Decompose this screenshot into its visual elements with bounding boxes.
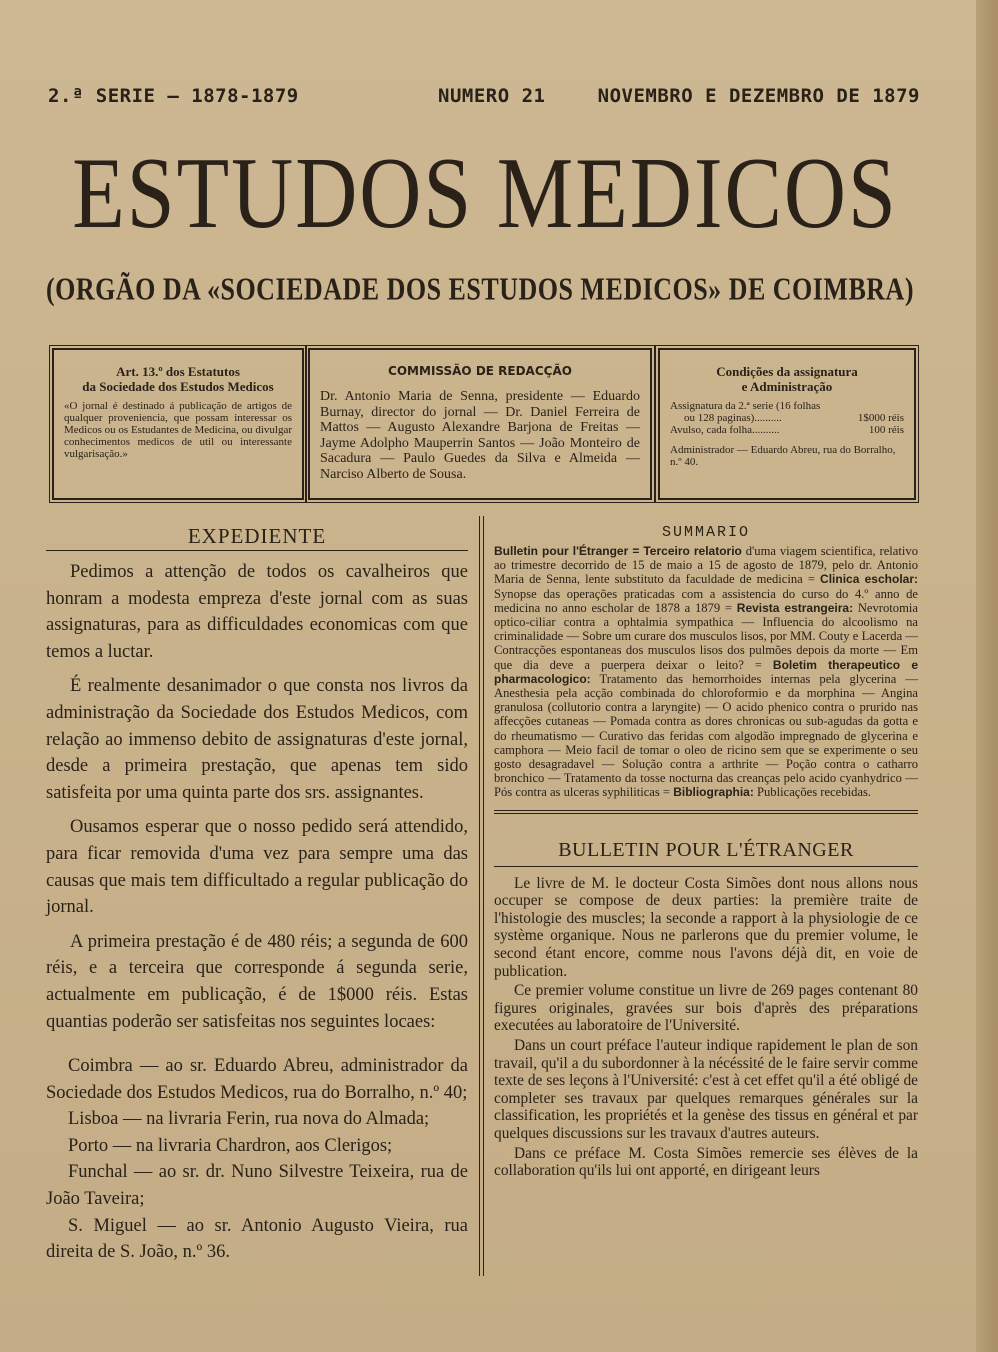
statutes-heading <box>64 364 292 394</box>
conditions-box <box>658 348 916 500</box>
bulletin-body <box>494 875 918 1180</box>
price-line-1a <box>670 400 904 412</box>
expediente-paragraph: É realmente desanimador o que consta nos livros da administração da Sociedade dos Estudos Medicos, com relação ao immenso debito de assignaturas d'este jornal, desde a primeira prestação, que apenas tem sido satisfeita por uma quinta parte dos srs. assignantes. <box>46 676 468 803</box>
bulletin-paragraph: Dans un court préface l'auteur indique rapidement le plan de son travail, qu'il a du subordonner à la nécéssité de le faire servir comme texte de ses leçons à l'Université: c'est à cet effet qu'il a été obligé de completer ses travaux par quelques remarques générales sur la classification, les propriétés et la genèse des tissus en général et par quelques discussions sur les travaux d'autres auteurs. <box>494 1037 918 1142</box>
summario-text <box>494 544 918 800</box>
expediente-paragraph: A primeira prestação é de 480 réis; a segunda de 600 réis, e a terceira que corresponde á segunda serie, actualmente em publicação, é de 1$000 réis. Estas quantias poderão ser satisfeitas nos seguintes locaes: <box>46 931 468 1032</box>
bulletin-heading: BULLETIN POUR L'ÉTRANGER <box>558 838 854 861</box>
summario-span: Synopse das operações praticadas com a assistencia do curso do 4.º anno de medicina no anno escholar de 1878 a 1879 = <box>494 586 918 615</box>
expediente-column <box>46 524 468 1266</box>
location-item: Lisboa — na livraria Ferin, rua nova do Almada; <box>68 1109 430 1130</box>
issue-number: NUMERO 21 <box>438 85 546 107</box>
administrator-line: Administrador — Eduardo Abreu, rua do Borralho, n.º 40. <box>670 444 896 468</box>
summario-bold: Revista estrangeira: <box>736 600 854 615</box>
location-item: Porto — na livraria Chardron, aos Clerigos; <box>68 1135 393 1156</box>
commission-heading: COMMISSÃO DE REDACÇÃO <box>388 364 572 378</box>
location-item: S. Miguel — ao sr. Antonio Augusto Vieira, rua direita de S. João, n.º 36. <box>46 1215 468 1263</box>
commission-text: Dr. Antonio Maria de Senna, presidente — Eduardo Burnay, director do jornal — Dr. Daniel Ferreira de Mattos — Augusto Alexandre Barjona de Freitas — Jayme Adolpho Mauperrin Santos — João Monteiro de Sacadura — Paulo Guedes da Silva e Almeida — Narciso Alberto de Sousa. <box>320 389 640 482</box>
expediente-rule <box>46 550 468 551</box>
statutes-text: «O jornal é destinado á publicação de artigos de qualquer proveniencia, que possam interessar os Medicos ou os Estudantes de Medicina, ou divulgar conhecimentos medicos de util ou interessante vulgarisação.» <box>64 400 292 460</box>
location-item: Coimbra — ao sr. Eduardo Abreu, administrador da Sociedade dos Estudos Medicos, rua do Borralho, n.º 40; <box>46 1056 468 1103</box>
statutes-box <box>52 348 304 500</box>
expediente-paragraph: Pedimos a attenção de todos os cavalheiros que honram a modesta empreza d'este jornal com as suas assignaturas, para as difficuldades economicas com que temos a luctar. <box>46 562 468 662</box>
summario-span: Publicações recebidas. <box>753 785 872 800</box>
price-label-2: Avulso, cada folha.......... <box>670 424 780 436</box>
price-label-1a: Assignatura da 2.ª serie (16 folhas <box>670 400 821 412</box>
price-line-1b <box>670 412 904 424</box>
statutes-heading-line2: da Sociedade dos Estudos Medicos <box>82 379 274 394</box>
conditions-heading <box>670 364 904 394</box>
summario-span: Tratamento das hemorrhoides internas pela glycerina — Anesthesia pela acção combinada do chloroformio e da morphina — Angina granulosa (collutorio contra a laryngite) — O acido phenico contra o prurido nas affecções cutaneas — Pomada contra as dores chronicas ou sub-agudas da gotta e do rheumatismo — Curativo das feridas com algodão impregnado de glycerina e camphora — Meio facil de tomar o oleo de ricino sem que se experimente o seu gosto desagradavel — Solução contra a arthrite — Poção contra o catharro bronchico — Tratamento da tosse nocturna das creanças pelo acido cyanhydrico — Pós contra as ulceras syphiliticas = <box>494 671 918 800</box>
right-column <box>494 524 918 1180</box>
price-label-1b: ou 128 paginas).......... <box>684 412 782 424</box>
expediente-paragraph: Ousamos esperar que o nosso pedido será attendido, para ficar removida d'uma vez para sempre uma das causas que mais tem difficultado a regular publicação do jornal. <box>46 817 468 918</box>
summario-heading: SUMMARIO <box>661 524 750 541</box>
bulletin-paragraph: Ce premier volume constitue un livre de 269 pages contenant 80 figures originales, gravées sur bois d'après des préparations executées au laboratoire de l'Université. <box>494 982 918 1035</box>
summario-bold: Clinica escholar: <box>820 572 918 587</box>
price-line-2 <box>670 424 904 436</box>
bulletin-paragraph: Dans ce préface M. Costa Simões remercie ses élèves de la collaboration qu'ils lui ont apporté, en dirigeant leurs <box>494 1144 918 1180</box>
newspaper-subtitle: (ORGÃO DA «SOCIEDADE DOS ESTUDOS MEDICOS» DE COIMBRA) <box>46 272 914 307</box>
statutes-heading-line1: Art. 13.º dos Estatutos <box>116 364 240 379</box>
newspaper-title: ESTUDOS MEDICOS <box>72 136 898 250</box>
bulletin-rule <box>494 866 918 867</box>
page-edge <box>976 0 998 1352</box>
commission-box <box>308 348 652 500</box>
price-list <box>670 400 904 468</box>
column-divider <box>479 516 484 1276</box>
conditions-heading-line1: Condições da assignatura <box>716 364 858 379</box>
conditions-heading-line2: e Administração <box>741 379 833 394</box>
bulletin-paragraph: Le livre de M. le docteur Costa Simões dont nous allons nous occuper se compose de deux parties: la première traite de l'histologie des muscles; la seconde a rapport à la physiologie de ce système organique. Nous ne parlerons que du premier volume, le second étant encore, comme nous l'avons déjà dit, en voie de publication. <box>494 874 918 980</box>
summario-bold: Boletim therapeutico e pharmacologico: <box>494 657 919 686</box>
price-value-1: 1$000 réis <box>857 412 904 424</box>
section-separator <box>494 810 918 814</box>
summario-bold: Bulletin pour l'Étranger = Terceiro relatorio <box>494 544 742 558</box>
summario-bold: Bibliographia: <box>673 785 754 800</box>
location-item: Funchal — ao sr. dr. Nuno Silvestre Teixeira, rua de João Taveira; <box>46 1162 468 1210</box>
series-label: 2.ª SERIE — 1878-1879 <box>48 85 299 107</box>
expediente-heading: EXPEDIENTE <box>187 524 327 548</box>
summario-span: d'uma viagem scientifica, relativo ao trimestre decorrido de 15 de maio a 15 de agosto de 1879, pelo dr. Antonio Maria de Senna, lente substituto da faculdade de medicina = <box>494 544 918 587</box>
issue-date: NOVEMBRO E DEZEMBRO DE 1879 <box>597 85 920 107</box>
price-value-2: 100 réis <box>868 424 904 436</box>
summario-span: Nevrotomia optico-ciliar contra a ophtalmia sympathica — Influencia do alcoolismo na criminalidade — Sobre um curare dos musculos lisos, por MM. Couty e Lacerda — Contracções espontaneas dos musculos lisos dos pulmões depois da morte — Em que dia deve a puerpera deixar o leito? = <box>494 600 918 672</box>
